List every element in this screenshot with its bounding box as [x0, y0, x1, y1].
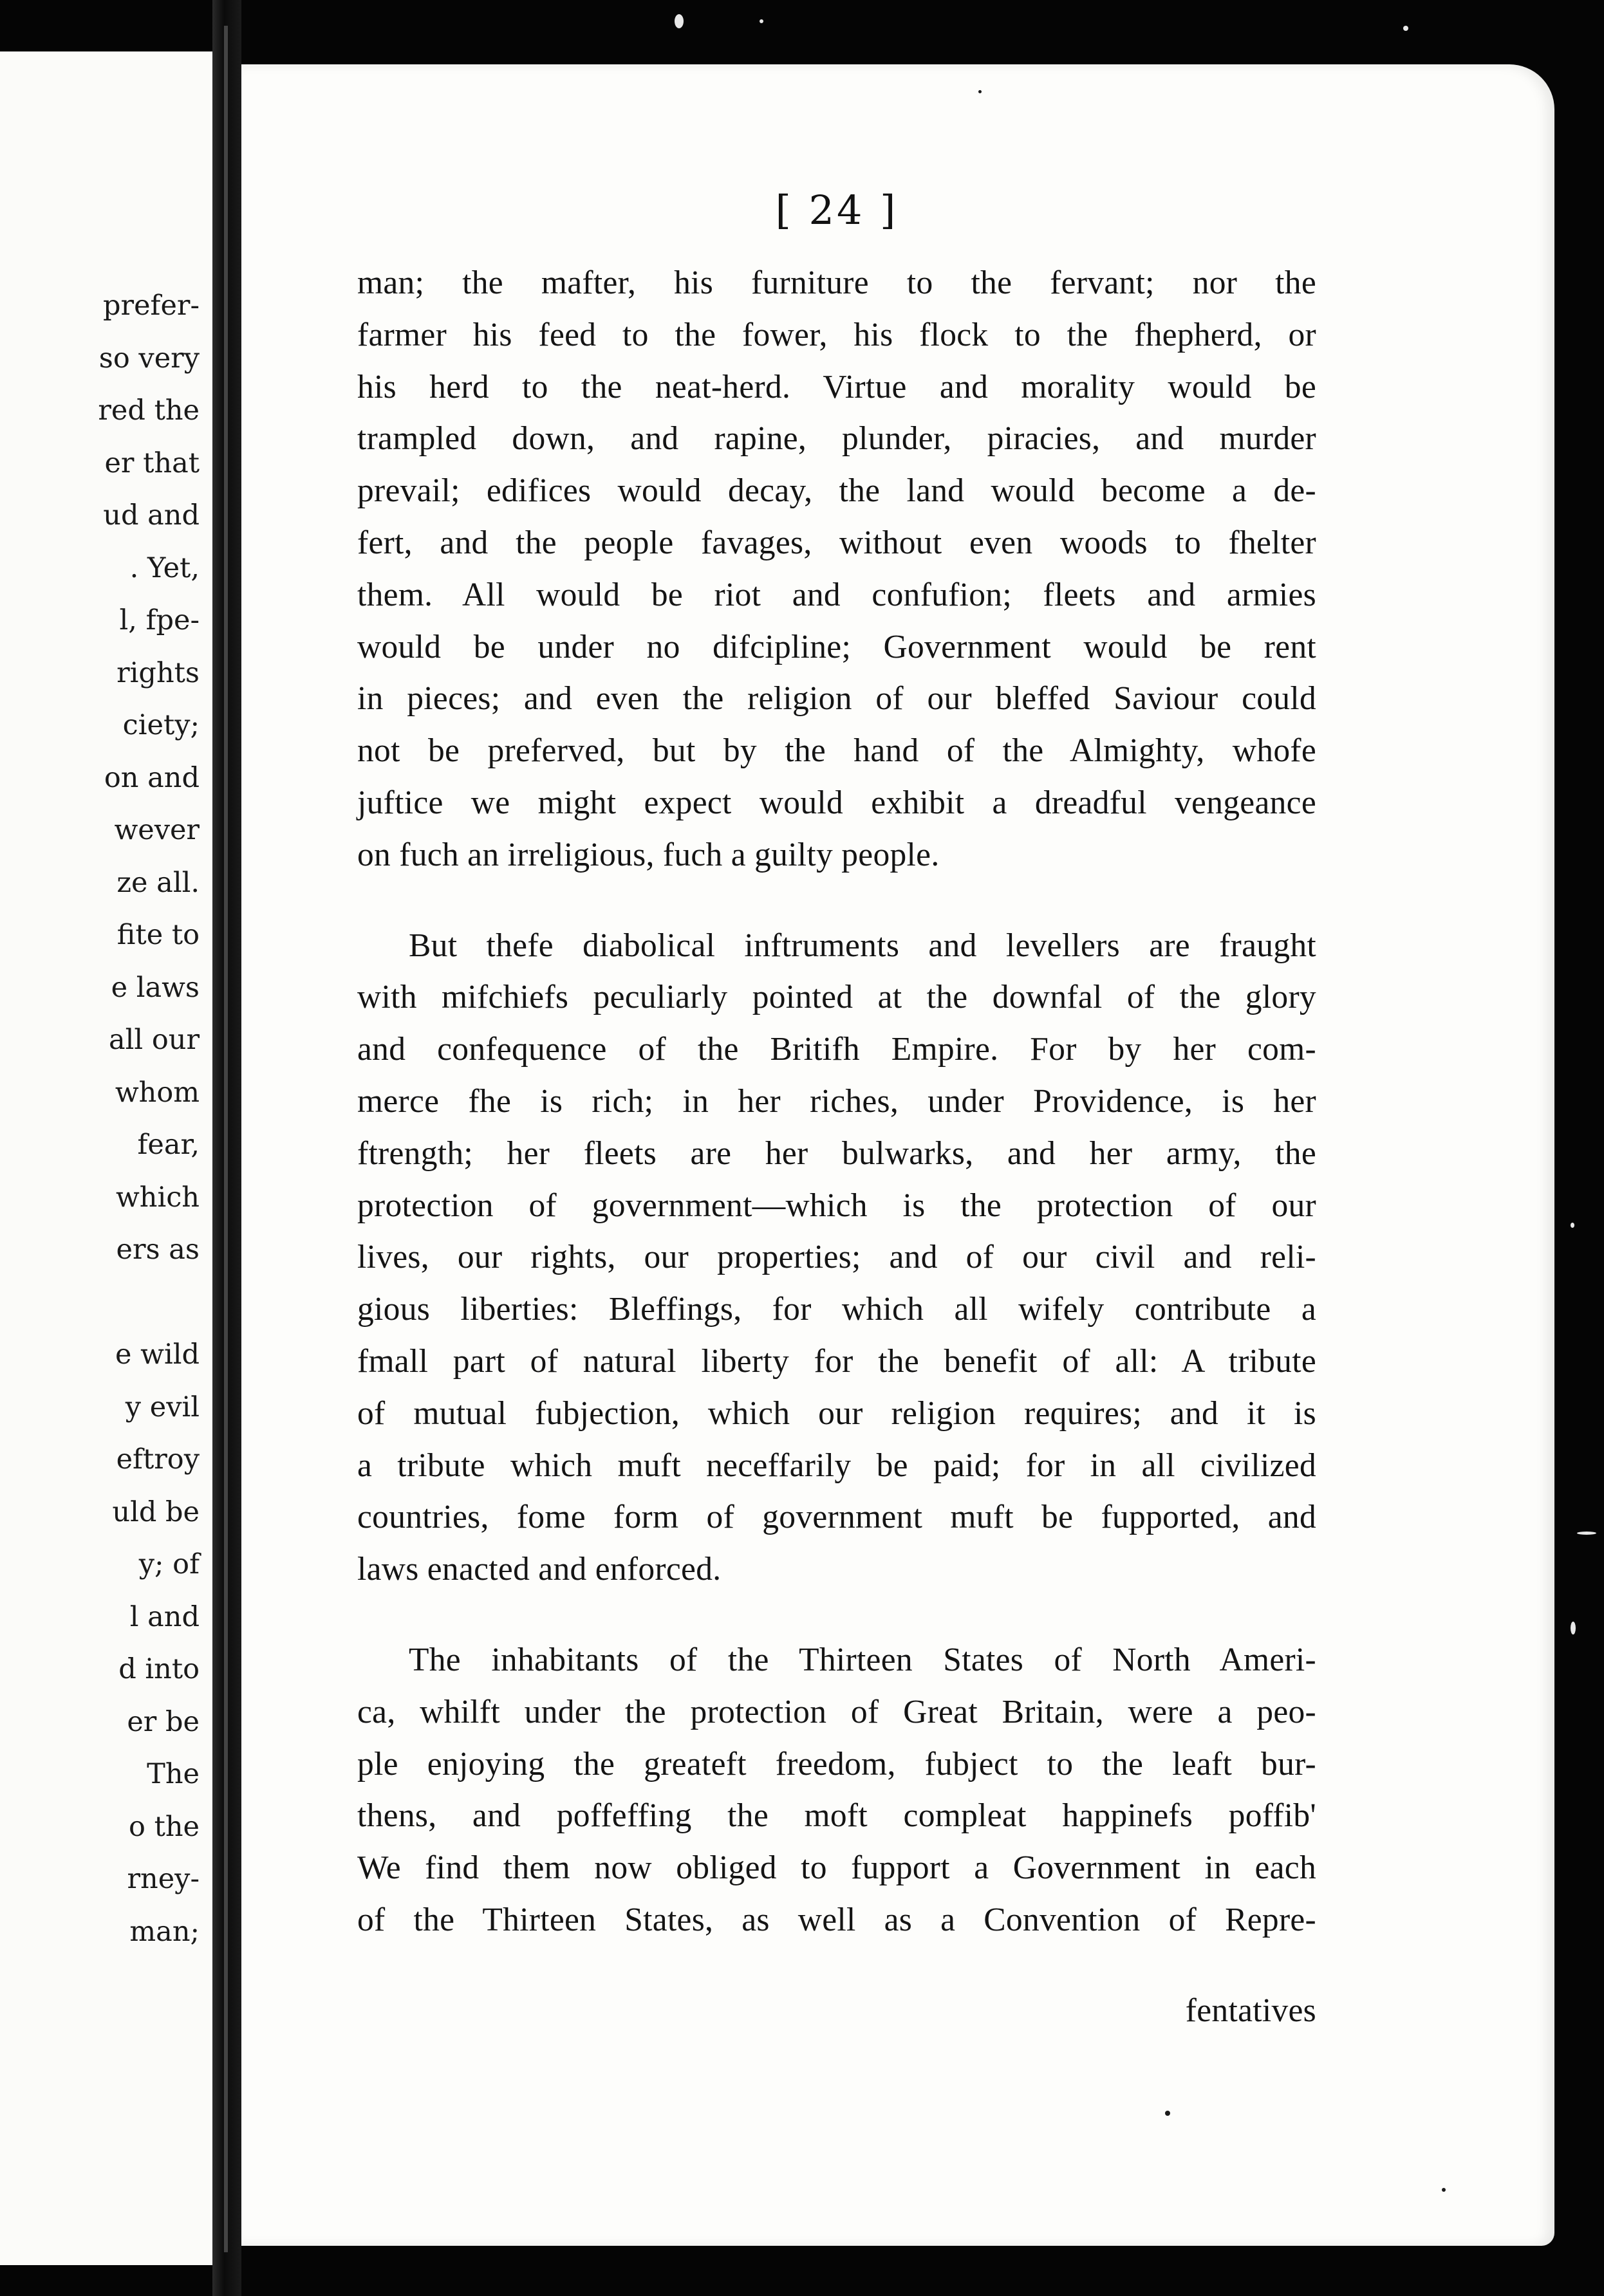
left-page-line: man;: [129, 1915, 200, 1948]
text-line: would be under no difcipline; Government would be rent: [357, 628, 1316, 665]
text-line: fert, and the people favages, without even woods to fhelter: [357, 524, 1316, 561]
text-line: lives, our rights, our properties; and of our civil and reli-: [357, 1239, 1316, 1276]
page-number: [ 24 ]: [775, 187, 899, 234]
left-page-line: wever: [114, 814, 200, 846]
scan-speck: [1442, 2188, 1446, 2192]
left-page-line: red the: [98, 394, 200, 427]
text-line: fmall part of natural liberty for the benefit of all: A tribute: [357, 1342, 1316, 1380]
left-page-line: er be: [127, 1705, 200, 1738]
left-page-line: prefer-: [103, 290, 200, 322]
text-line: not be preferved, but by the hand of the Almighty, whofe: [357, 732, 1316, 770]
scan-speck: [1403, 26, 1408, 31]
left-page-line: rney-: [127, 1863, 200, 1895]
left-page-line: ze all.: [117, 866, 200, 899]
left-page-line: fite to: [117, 919, 200, 951]
left-page-line: whom: [115, 1076, 200, 1109]
page-body-text: [357, 257, 1316, 2037]
text-line: countries, fome form of government muft be fupported, and: [357, 1499, 1316, 1536]
left-page-line: ers as: [116, 1234, 200, 1266]
text-line: with mifchiefs peculiarly pointed at the downfal of the glory: [357, 979, 1316, 1016]
scan-speck: [1577, 1532, 1596, 1535]
left-page-line: The: [147, 1758, 200, 1790]
scan-speck: [1571, 1223, 1574, 1228]
left-page-line: er that: [104, 447, 200, 479]
text-line: ca, whilft under the protection of Great Britain, were a peo-: [357, 1693, 1316, 1730]
left-page-line: . Yet,: [129, 551, 200, 584]
text-line: man; the mafter, his furniture to the fervant; nor the: [357, 264, 1316, 301]
left-page-line: on and: [104, 761, 200, 794]
scan-speck: [1165, 2111, 1170, 2116]
left-page-line: d into: [118, 1653, 200, 1685]
gutter-fold-line: [224, 26, 228, 2252]
text-line: The inhabitants of the Thirteen States of North Ameri-: [409, 1641, 1316, 1678]
scan-speck: [1571, 1622, 1576, 1634]
left-page-line: l, fpe-: [119, 604, 200, 636]
left-page-line: ud and: [103, 499, 200, 532]
text-line: his herd to the neat-herd. Virtue and morality would be: [357, 368, 1316, 405]
text-line: trampled down, and rapine, plunder, piracies, and murder: [357, 420, 1316, 458]
left-page-line: e wild: [115, 1338, 200, 1371]
text-line: them. All would be riot and confufion; fleets and armies: [357, 576, 1316, 613]
text-line: farmer his feed to the fower, his flock to the fhepherd, or: [357, 316, 1316, 353]
text-line: of mutual fubjection, which our religion requires; and it is: [357, 1394, 1316, 1432]
text-line: merce fhe is rich; in her riches, under Providence, is her: [357, 1082, 1316, 1120]
text-line: ple enjoying the greateft freedom, fubject to the leaft bur-: [357, 1745, 1316, 1782]
left-page-line: rights: [117, 656, 200, 689]
left-page-line: y; of: [138, 1548, 200, 1580]
text-line: in pieces; and even the religion of our bleffed Saviour could: [357, 680, 1316, 718]
paragraph-3: [357, 1634, 1316, 1947]
left-facing-page: [0, 51, 212, 2265]
scan-speck: [760, 19, 763, 23]
left-page-line: eftroy: [116, 1443, 200, 1476]
catchword: fentatives: [1185, 1992, 1316, 2029]
text-line: laws enacted and enforced.: [357, 1551, 722, 1588]
paragraph-1: [357, 257, 1316, 882]
text-line: But thefe diabolical inftruments and levellers are fraught: [409, 927, 1316, 964]
left-page-line: e laws: [111, 971, 200, 1004]
text-line: protection of government—which is the protection of our: [357, 1187, 1316, 1224]
left-page-line: which: [115, 1181, 200, 1214]
left-page-line: uld be: [112, 1495, 200, 1528]
left-page-line: l and: [129, 1600, 200, 1633]
left-page-line: all our: [109, 1024, 200, 1056]
text-line: ftrength; her fleets are her bulwarks, and her army, the: [357, 1134, 1316, 1172]
text-line: juftice we might expect would exhibit a dreadful vengeance: [357, 784, 1316, 821]
text-line: on fuch an irreligious, fuch a guilty people.: [357, 836, 940, 873]
left-page-line: ciety;: [122, 709, 200, 741]
scan-speck: [675, 14, 684, 28]
text-line: a tribute which muft neceffarily be paid; for in all civilized: [357, 1447, 1316, 1484]
left-page-line: o the: [129, 1810, 200, 1843]
text-line: and confequence of the Britifh Empire. For by her com-: [357, 1031, 1316, 1068]
text-line: gious liberties: Bleffings, for which all wifely contribute a: [357, 1291, 1316, 1328]
left-page-line: fear,: [137, 1129, 200, 1161]
text-line: We find them now obliged to fupport a Government in each: [357, 1849, 1316, 1887]
paragraph-2: [357, 920, 1316, 1596]
left-page-line: so very: [98, 342, 200, 375]
scan-speck: [978, 90, 982, 93]
text-line: thens, and poffeffing the moft compleat happinefs poffib': [357, 1797, 1316, 1835]
left-page-line: y evil: [125, 1391, 200, 1423]
text-line: of the Thirteen States, as well as a Convention of Repre-: [357, 1901, 1316, 1938]
text-line: prevail; edifices would decay, the land would become a de-: [357, 472, 1316, 510]
